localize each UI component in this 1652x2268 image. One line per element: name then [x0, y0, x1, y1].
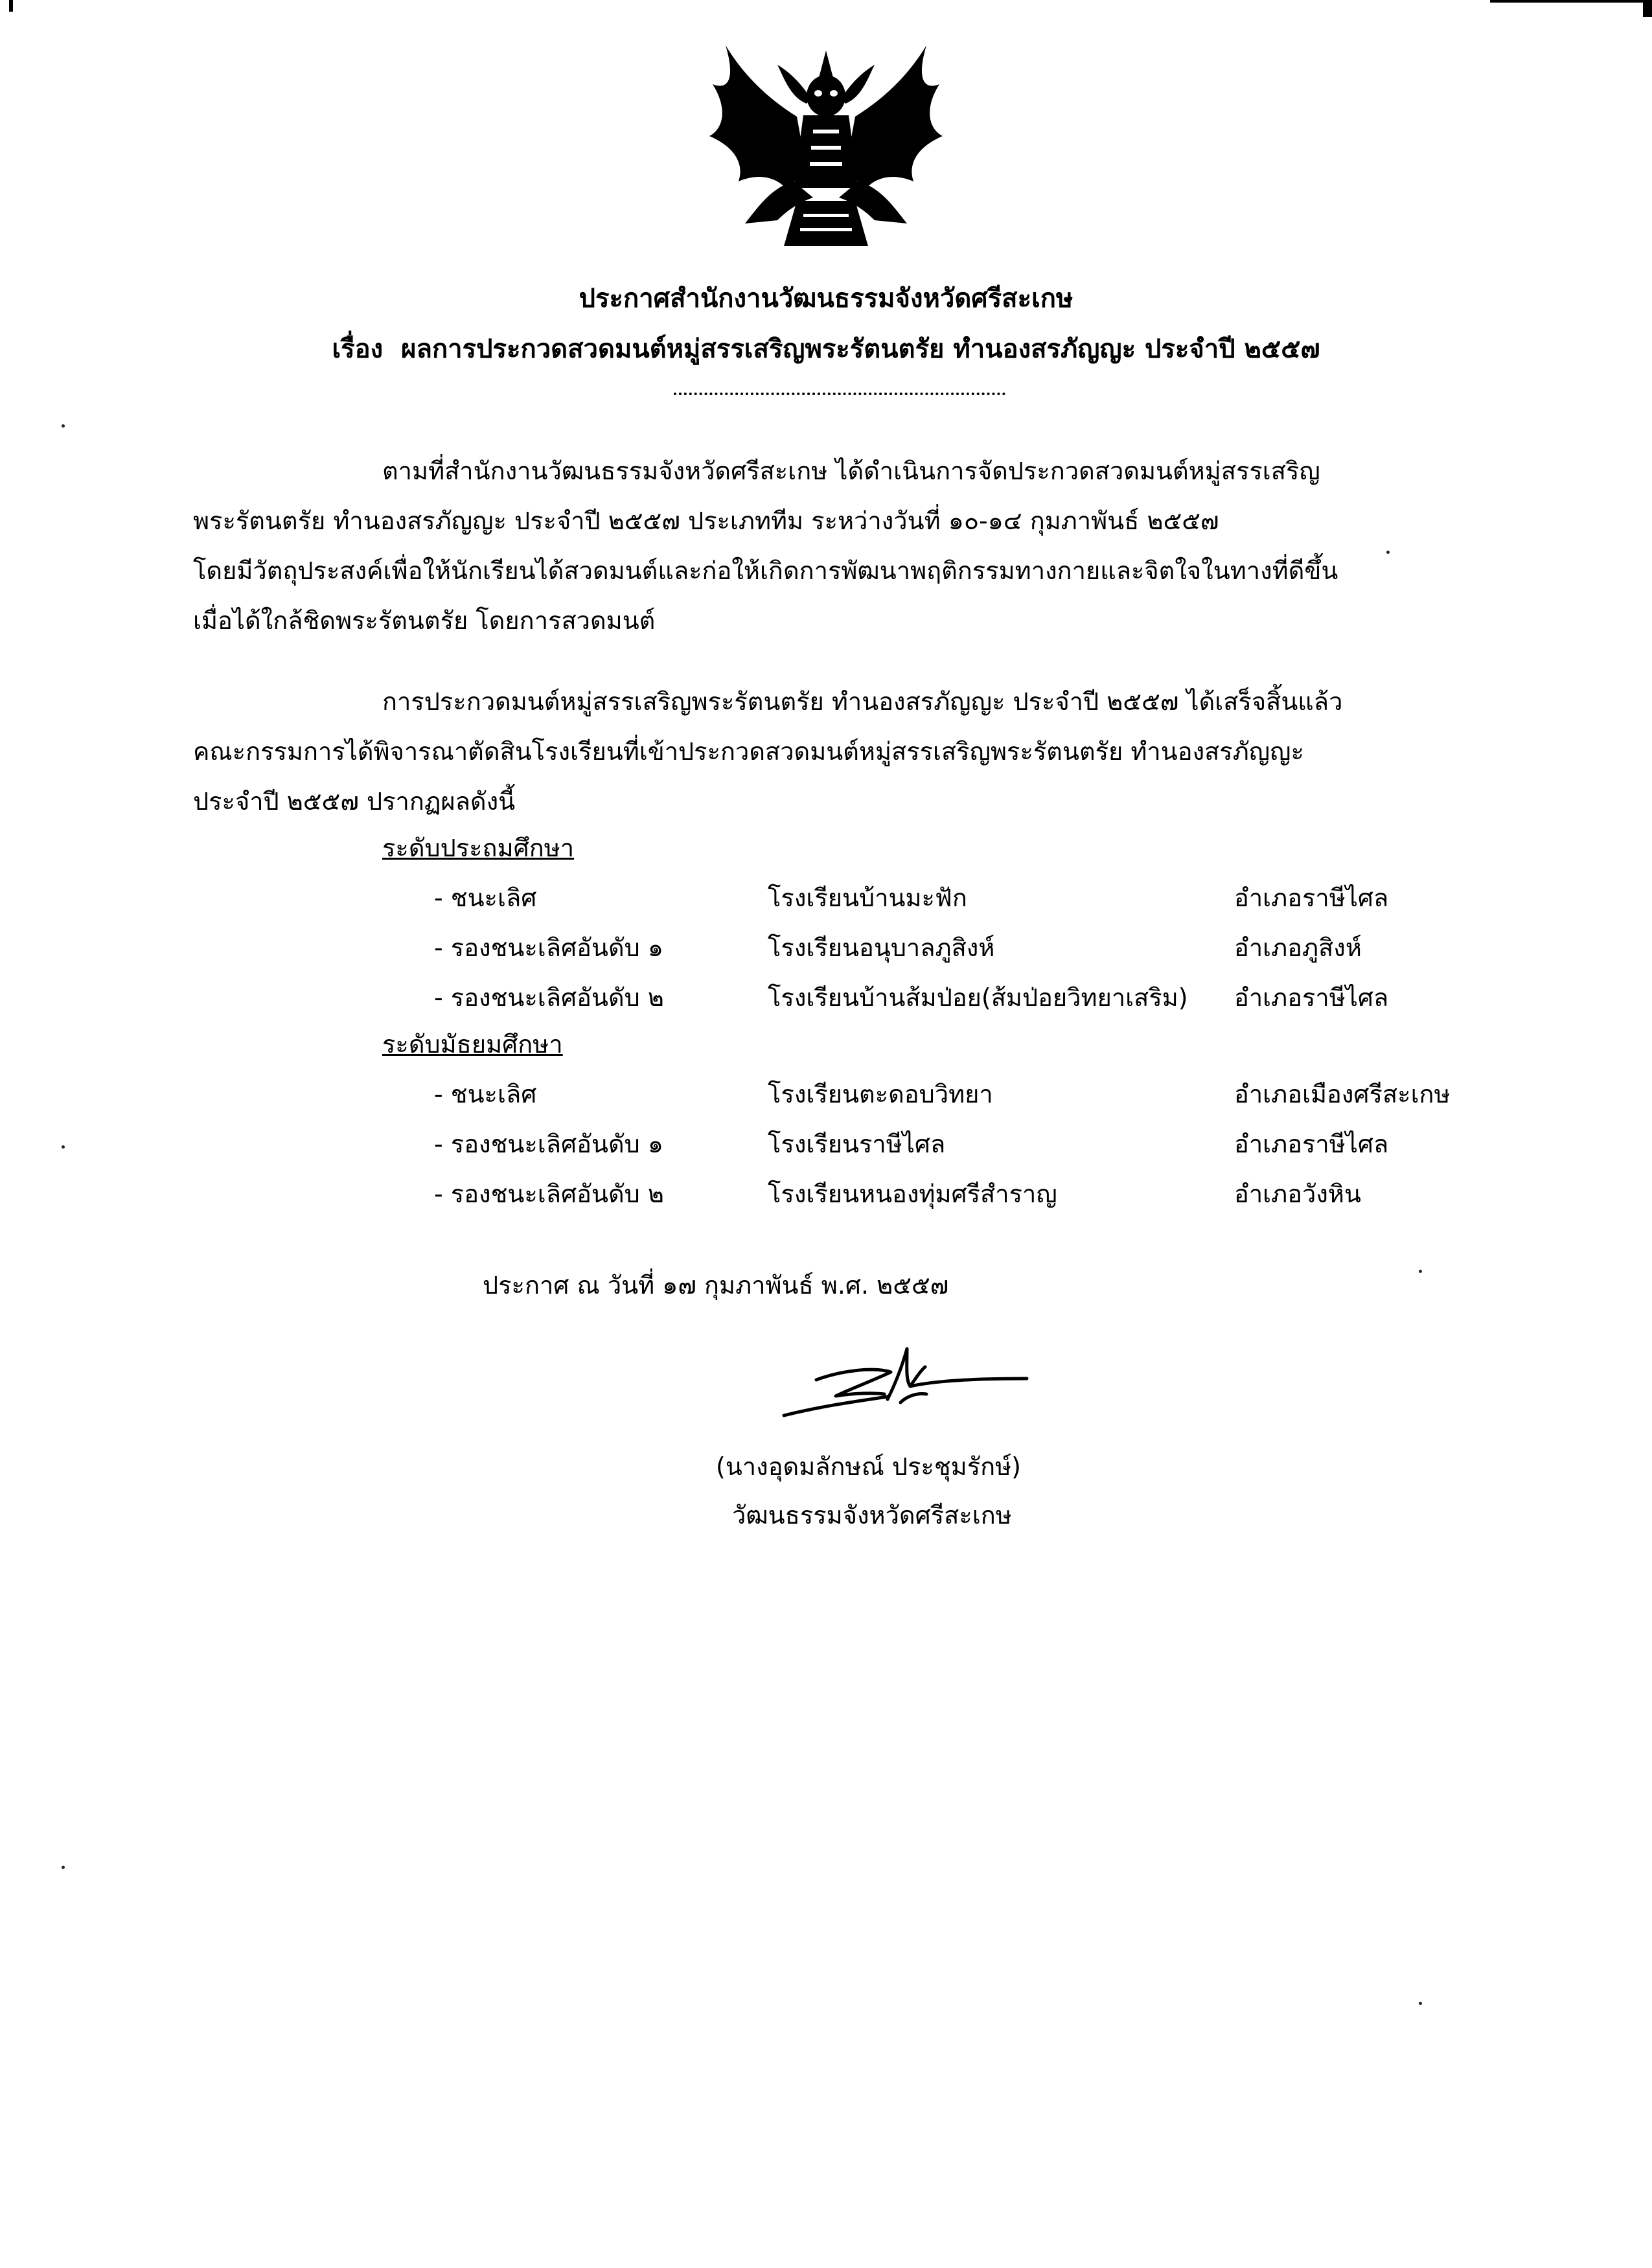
result-school: โรงเรียนอนุบาลภูสิงห์ — [768, 934, 995, 962]
scan-speck — [1419, 2002, 1422, 2005]
garuda-emblem-icon — [700, 39, 952, 259]
result-rank: - รองชนะเลิศอันดับ ๒ — [434, 983, 664, 1012]
scan-speck — [1419, 1270, 1422, 1273]
signer-title: วัฒนธรรมจังหวัดศรีสะเกษ — [732, 1501, 1012, 1529]
paragraph-2-line: การประกวดมนต์หมู่สรรเสริญพระรัตนตรัย ทำนองสรภัญญะ ประจำปี ๒๕๕๗ ได้เสร็จสิ้นแล้ว — [382, 687, 1343, 716]
scan-mark — [9, 0, 13, 12]
dotted-divider — [674, 393, 1005, 395]
scan-speck — [62, 424, 65, 428]
result-school: โรงเรียนหนองทุ่มศรีสำราญ — [768, 1180, 1057, 1208]
results-level-primary: ระดับประถมศึกษา — [382, 834, 575, 862]
announcement-date: ประกาศ ณ วันที่ ๑๗ กุมภาพันธ์ พ.ศ. ๒๕๕๗ — [483, 1271, 949, 1300]
result-rank: - รองชนะเลิศอันดับ ๑ — [434, 934, 663, 962]
handwritten-signature-icon — [777, 1341, 1037, 1425]
paragraph-1-line: เมื่อได้ใกล้ชิดพระรัตนตรัย โดยการสวดมนต์ — [193, 606, 656, 635]
result-district: อำเภอราษีไศล — [1234, 884, 1389, 912]
result-school: โรงเรียนราษีไศล — [768, 1130, 946, 1158]
result-school: โรงเรียนบ้านส้มป่อย(ส้มป่อยวิทยาเสริม) — [768, 983, 1188, 1012]
result-district: อำเภอภูสิงห์ — [1234, 934, 1362, 962]
paragraph-1-line: พระรัตนตรัย ทำนองสรภัญญะ ประจำปี ๒๕๕๗ ประเภททีม ระหว่างวันที่ ๑๐-๑๔ กุมภาพันธ์ ๒๕๕๗ — [193, 507, 1219, 535]
result-district: อำเภอราษีไศล — [1234, 1130, 1389, 1158]
paragraph-2-line: ประจำปี ๒๕๕๗ ปรากฏผลดังนี้ — [193, 787, 516, 816]
result-district: อำเภอเมืองศรีสะเกษ — [1234, 1080, 1451, 1108]
paragraph-1-line: ตามที่สำนักงานวัฒนธรรมจังหวัดศรีสะเกษ ได้ดำเนินการจัดประกวดสวดมนต์หมู่สรรเสริญ — [382, 457, 1320, 485]
paragraph-2-line: คณะกรรมการได้พิจารณาตัดสินโรงเรียนที่เข้าประกวดสวดมนต์หมู่สรรเสริญพระรัตนตรัย ทำนองสรภัญญะ — [193, 737, 1304, 766]
subject-text: ผลการประกวดสวดมนต์หมู่สรรเสริญพระรัตนตรัย ทำนองสรภัญญะ ประจำปี ๒๕๕๗ — [401, 334, 1320, 364]
result-district: อำเภอวังหิน — [1234, 1180, 1361, 1208]
scan-edge-mark — [1643, 0, 1652, 17]
announcement-subject — [0, 328, 1652, 369]
signer-name: (นางอุดมลักษณ์ ประชุมรักษ์) — [716, 1452, 1021, 1481]
paragraph-1-line: โดยมีวัตถุประสงค์เพื่อให้นักเรียนได้สวดมนต์และก่อให้เกิดการพัฒนาพฤติกรรมทางกายและจิตใจในทางที่ดีขึ้น — [193, 556, 1338, 585]
announcement-title: ประกาศสำนักงานวัฒนธรรมจังหวัดศรีสะเกษ — [579, 284, 1073, 314]
scan-edge-line — [1490, 0, 1652, 3]
results-level-secondary: ระดับมัธยมศึกษา — [382, 1030, 563, 1059]
result-rank: - ชนะเลิศ — [434, 1080, 537, 1108]
scan-speck — [62, 1145, 65, 1149]
result-rank: - รองชนะเลิศอันดับ ๑ — [434, 1130, 663, 1158]
result-school: โรงเรียนบ้านมะฟัก — [768, 884, 967, 912]
result-school: โรงเรียนตะดอบวิทยา — [768, 1080, 993, 1108]
result-rank: - รองชนะเลิศอันดับ ๒ — [434, 1180, 664, 1208]
scan-speck — [1386, 551, 1390, 554]
result-rank: - ชนะเลิศ — [434, 884, 537, 912]
subject-label: เรื่อง — [332, 334, 384, 364]
scan-speck — [62, 1866, 65, 1869]
result-district: อำเภอราษีไศล — [1234, 983, 1389, 1012]
